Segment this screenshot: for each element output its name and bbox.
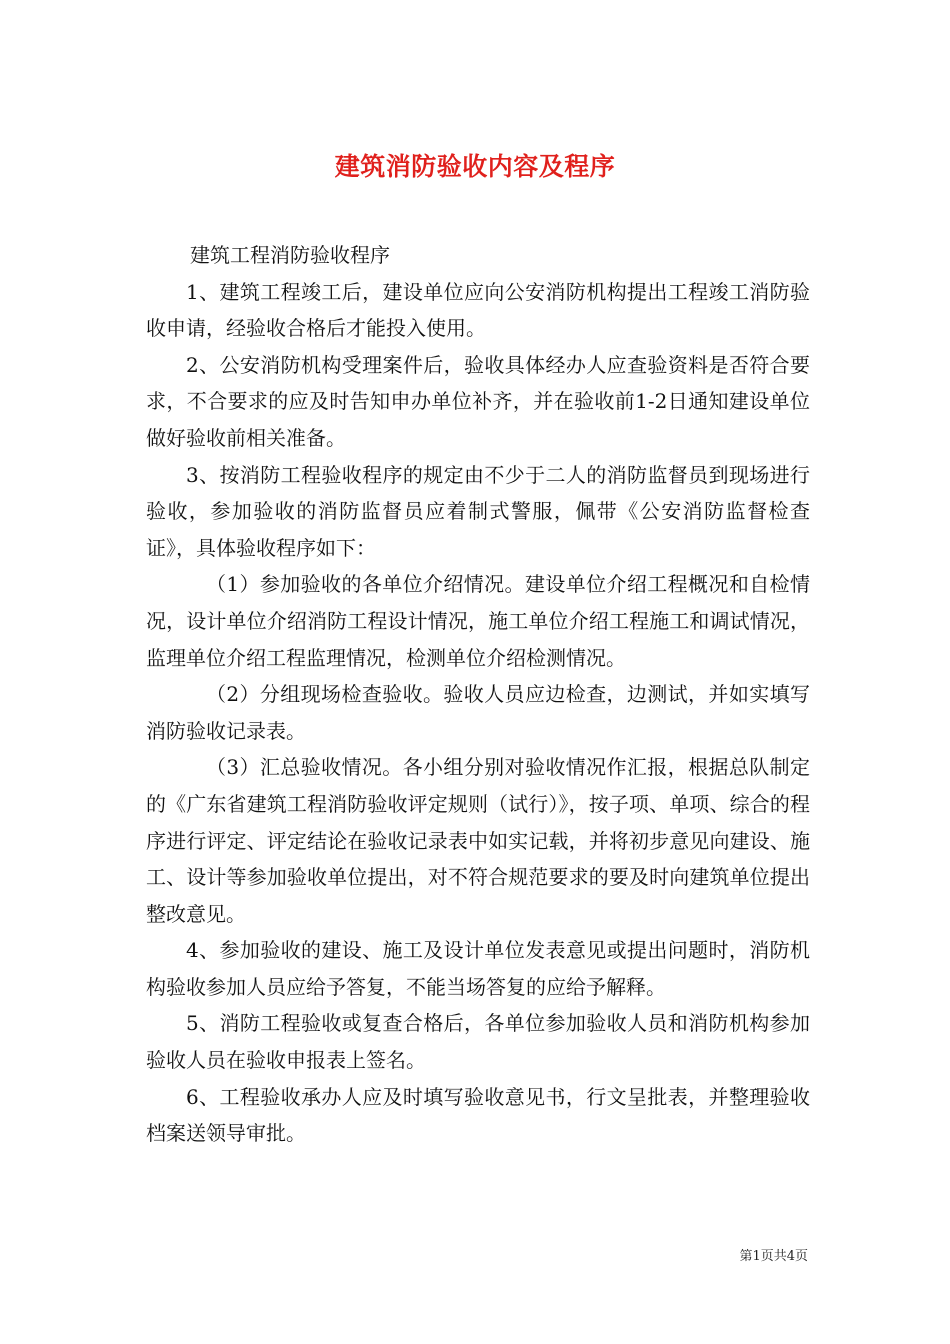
paragraph-substep-3: （3）汇总验收情况。各小组分别对验收情况作汇报，根据总队制定的《广东省建筑工程消防验收评定规则（试行）》，按子项、单项、综合的程序进行评定、评定结论在验收记录表中如实记载，并将初步意见向建设、施工、设计等参加验收单位提出，对不符合规范要求的要及时向建筑单位提出整改意见。 [146, 755, 810, 926]
paragraph-step-4: 4、参加验收的建设、施工及设计单位发表意见或提出问题时，消防机构验收参加人员应给予答复，不能当场答复的应给予解释。 [146, 938, 810, 999]
page-number-footer: 第1页共4页 [739, 1249, 808, 1264]
paragraph-substep-2: （2）分组现场检查验收。验收人员应边检查，边测试，并如实填写消防验收记录表。 [146, 682, 810, 743]
section-heading: 建筑工程消防验收程序 [190, 243, 390, 267]
document-body [146, 237, 810, 1152]
paragraph-step-1: 1、建筑工程竣工后，建设单位应向公安消防机构提出工程竣工消防验收申请，经验收合格后才能投入使用。 [146, 279, 810, 341]
paragraph-substep-1: （1）参加验收的各单位介绍情况。建设单位介绍工程概况和自检情况，设计单位介绍消防工程设计情况，施工单位介绍工程施工和调试情况，监理单位介绍工程监理情况，检测单位介绍检测情况。 [146, 572, 810, 670]
paragraph-step-3: 3、按消防工程验收程序的规定由不少于二人的消防监督员到现场进行验收，参加验收的消防监督员应着制式警服，佩带《公安消防监督检查证》，具体验收程序如下： [146, 462, 810, 560]
paragraph-step-2: 2、公安消防机构受理案件后，验收具体经办人应查验资料是否符合要求，不合要求的应及时告知申办单位补齐，并在验收前1-2日通知建设单位做好验收前相关准备。 [146, 352, 810, 450]
document-title: 建筑消防验收内容及程序 [334, 151, 616, 181]
paragraph-step-6: 6、工程验收承办人应及时填写验收意见书，行文呈批表，并整理验收档案送领导审批。 [146, 1084, 810, 1146]
paragraph-step-5: 5、消防工程验收或复查合格后，各单位参加验收人员和消防机构参加验收人员在验收申报表上签名。 [146, 1011, 810, 1073]
